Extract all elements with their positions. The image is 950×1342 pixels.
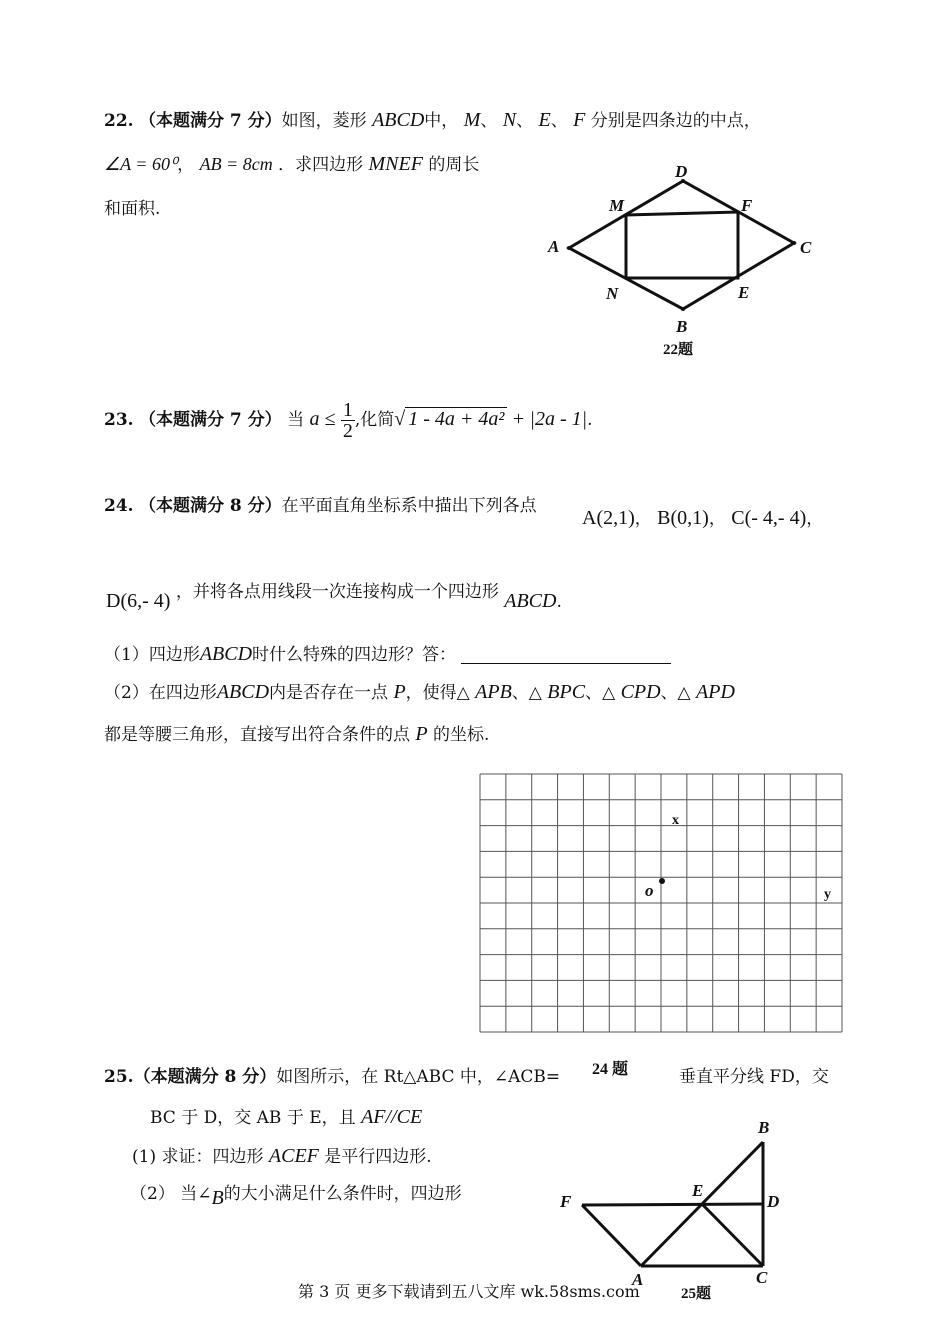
q22-rhombus-name: ABCD	[372, 109, 425, 131]
q24-sub1	[104, 642, 671, 667]
q24-grid-x-label: x	[672, 813, 679, 828]
q24-sub2-quad: ABCD	[216, 681, 270, 703]
q22-text5: 的周长	[428, 155, 480, 175]
q25-sub1-text2: 是平行四边形.	[324, 1147, 432, 1167]
q22-text4: ．求四边形	[278, 155, 364, 175]
q22-line3: 和面积.	[104, 199, 161, 219]
q24-sub2-point-p: P	[393, 681, 406, 703]
q24-sep3: ，	[806, 509, 824, 529]
q22-score: （本题满分 7 分）	[138, 111, 282, 131]
q22-label-b: B	[676, 317, 688, 336]
q24-point-d: D(6,- 4)	[106, 590, 171, 612]
q23-abs: |2a - 1|	[529, 408, 588, 430]
q24-line1	[104, 494, 537, 518]
q25-score: （本题满分 8 分）	[133, 1067, 277, 1087]
q25-line-fd	[582, 1204, 763, 1205]
q22-label-e: E	[738, 283, 750, 302]
q23-radical-sign: √	[394, 408, 406, 430]
q24-sub2-line2	[104, 722, 489, 747]
q24-grid-origin-label: o	[645, 881, 654, 900]
q22-quad-mnef	[626, 212, 738, 278]
q25-line-fa	[582, 1205, 641, 1266]
q25-sub2	[130, 1181, 462, 1209]
q25-sub2-angle-b: B	[211, 1187, 224, 1209]
q24-caption: 24 题	[592, 1061, 629, 1078]
q22-label-c: C	[800, 238, 812, 257]
q22-text3: 分别是四条边的中点，	[590, 111, 761, 131]
q23-plus: +	[512, 408, 525, 430]
q24-sep1: ，	[634, 509, 652, 529]
q23-text1: 当	[287, 410, 305, 430]
q25-label-c: C	[756, 1268, 768, 1287]
q24-tri-sep3: 、△	[660, 683, 691, 703]
q22-text2: 中，	[424, 111, 459, 131]
q25-label-e: E	[692, 1181, 704, 1200]
q24-text2: ，并将各点用线段一次连接构成一个四边形	[175, 582, 499, 602]
q23-score: （本题满分 7 分）	[138, 410, 282, 430]
q25-sub1	[132, 1144, 432, 1169]
q24-point-b: B(0,1)	[657, 507, 709, 529]
q24-point-a: A(2,1)	[582, 507, 635, 529]
q25-label-a: A	[632, 1270, 644, 1289]
q24-sub1-quad: ABCD	[199, 643, 253, 665]
q25-line-ec	[702, 1204, 763, 1266]
q25-label-b: B	[758, 1118, 770, 1137]
q24-triangle-cpd: CPD	[620, 681, 661, 703]
q22-number: 22.	[104, 111, 134, 131]
q24-answer-blank[interactable]	[461, 647, 671, 664]
q24-origin-dot	[659, 878, 665, 884]
q25-text2: BC 于 D，交 AB 于 E，且	[150, 1108, 356, 1128]
q22-sep3: 、	[550, 111, 568, 131]
q24-number: 24.	[104, 496, 134, 516]
q23-fraction-den: 2	[342, 420, 353, 442]
q24-text1: 在平面直角坐标系中描出下列各点	[281, 496, 537, 516]
q25-line1	[104, 1065, 560, 1089]
q24-caption-box	[584, 1048, 664, 1088]
q24-sub2-text3: ，使得△	[405, 683, 470, 703]
q25-line2	[150, 1105, 422, 1130]
q25-label-f: F	[560, 1192, 572, 1211]
q22-sep1: 、	[480, 111, 498, 131]
page-footer: 第 3 页 更多下载请到五八文库 wk.58sms.com	[298, 1282, 640, 1301]
q22-caption: 22题	[663, 342, 694, 358]
q24-sub2-text5: 的坐标.	[433, 725, 490, 745]
q24-sub2-line1	[104, 680, 735, 705]
q24-line2	[106, 582, 562, 614]
q23-text2: ,化简	[354, 410, 395, 430]
q22-comma: ，	[177, 155, 195, 175]
q23-fraction-num: 1	[342, 399, 353, 421]
q22-line2	[104, 152, 479, 177]
q24-sub2-point-p2: P	[415, 723, 428, 745]
q24-tri-sep2: 、△	[585, 683, 616, 703]
q24-triangle-bpc: BPC	[547, 681, 586, 703]
q25-sub1-text1: (1) 求证：四边形	[132, 1147, 264, 1167]
q22-angle: ∠A = 60⁰	[104, 154, 178, 174]
q22-line1	[104, 108, 761, 133]
q22-point-n: N	[502, 109, 517, 131]
q22-point-e: E	[538, 109, 551, 131]
q22-ab-length: AB = 8cm	[199, 154, 273, 174]
q23-condition: a ≤	[309, 408, 336, 430]
q24-triangle-apd: APD	[696, 681, 735, 703]
q23-end: .	[587, 410, 593, 430]
q25-number: 25.	[104, 1067, 134, 1087]
q24-grid-y-label: y	[824, 887, 831, 902]
q22-rhombus	[569, 181, 794, 309]
q23-fraction	[341, 400, 355, 441]
q24-dot: .	[556, 592, 562, 612]
q24-point-c: C(- 4,- 4)	[731, 507, 807, 529]
q22-sep2: 、	[516, 111, 534, 131]
q22-point-m: M	[463, 109, 481, 131]
q24-sep2: ，	[708, 509, 726, 529]
q25-label-d: D	[767, 1192, 780, 1211]
q25-parallel: AF//CE	[361, 1106, 423, 1128]
q24-sub1-text2: 时什么特殊的四边形？答：	[252, 645, 457, 665]
q23-radicand: 1 - 4a + 4a²	[405, 407, 507, 430]
q25-sub1-quad: ACEF	[268, 1145, 319, 1167]
q24-grid	[478, 772, 844, 1034]
q25-sub2-text1: （2） 当∠	[130, 1184, 212, 1204]
q22-label-m: M	[609, 196, 625, 215]
q25-text1: 如图所示，在 Rt△ABC 中，∠ACB=	[276, 1067, 561, 1087]
q23-line	[104, 400, 593, 441]
q22-point-f: F	[573, 109, 586, 131]
q22-label-n: N	[606, 284, 619, 303]
q24-quad-name: ABCD	[504, 590, 557, 612]
q24-sub1-text1: （1）四边形	[104, 645, 200, 665]
q25-caption: 25题	[681, 1286, 712, 1302]
q24-sub2-text1: （2）在四边形	[104, 683, 217, 703]
q24-sub2-text2: 内是否存在一点	[269, 683, 389, 703]
q22-label-d: D	[675, 162, 688, 181]
q24-tri-sep1: 、△	[511, 683, 542, 703]
q25-sub2-text2: 的大小满足什么条件时，四边形	[223, 1184, 462, 1204]
q24-points-line	[582, 506, 823, 531]
q22-quad-name: MNEF	[368, 153, 423, 175]
q24-score: （本题满分 8 分）	[138, 496, 282, 516]
q24-sub2-text4: 都是等腰三角形，直接写出符合条件的点	[104, 725, 410, 745]
q25-figure	[560, 1120, 800, 1280]
q22-text1: 如图，菱形	[281, 111, 367, 131]
q24-triangle-apb: APB	[475, 681, 512, 703]
q23-number: 23.	[104, 410, 134, 430]
q25-text1b: 垂直平分线 FD，交	[679, 1067, 829, 1087]
q22-label-a: A	[548, 237, 560, 256]
q22-label-f: F	[741, 196, 753, 215]
